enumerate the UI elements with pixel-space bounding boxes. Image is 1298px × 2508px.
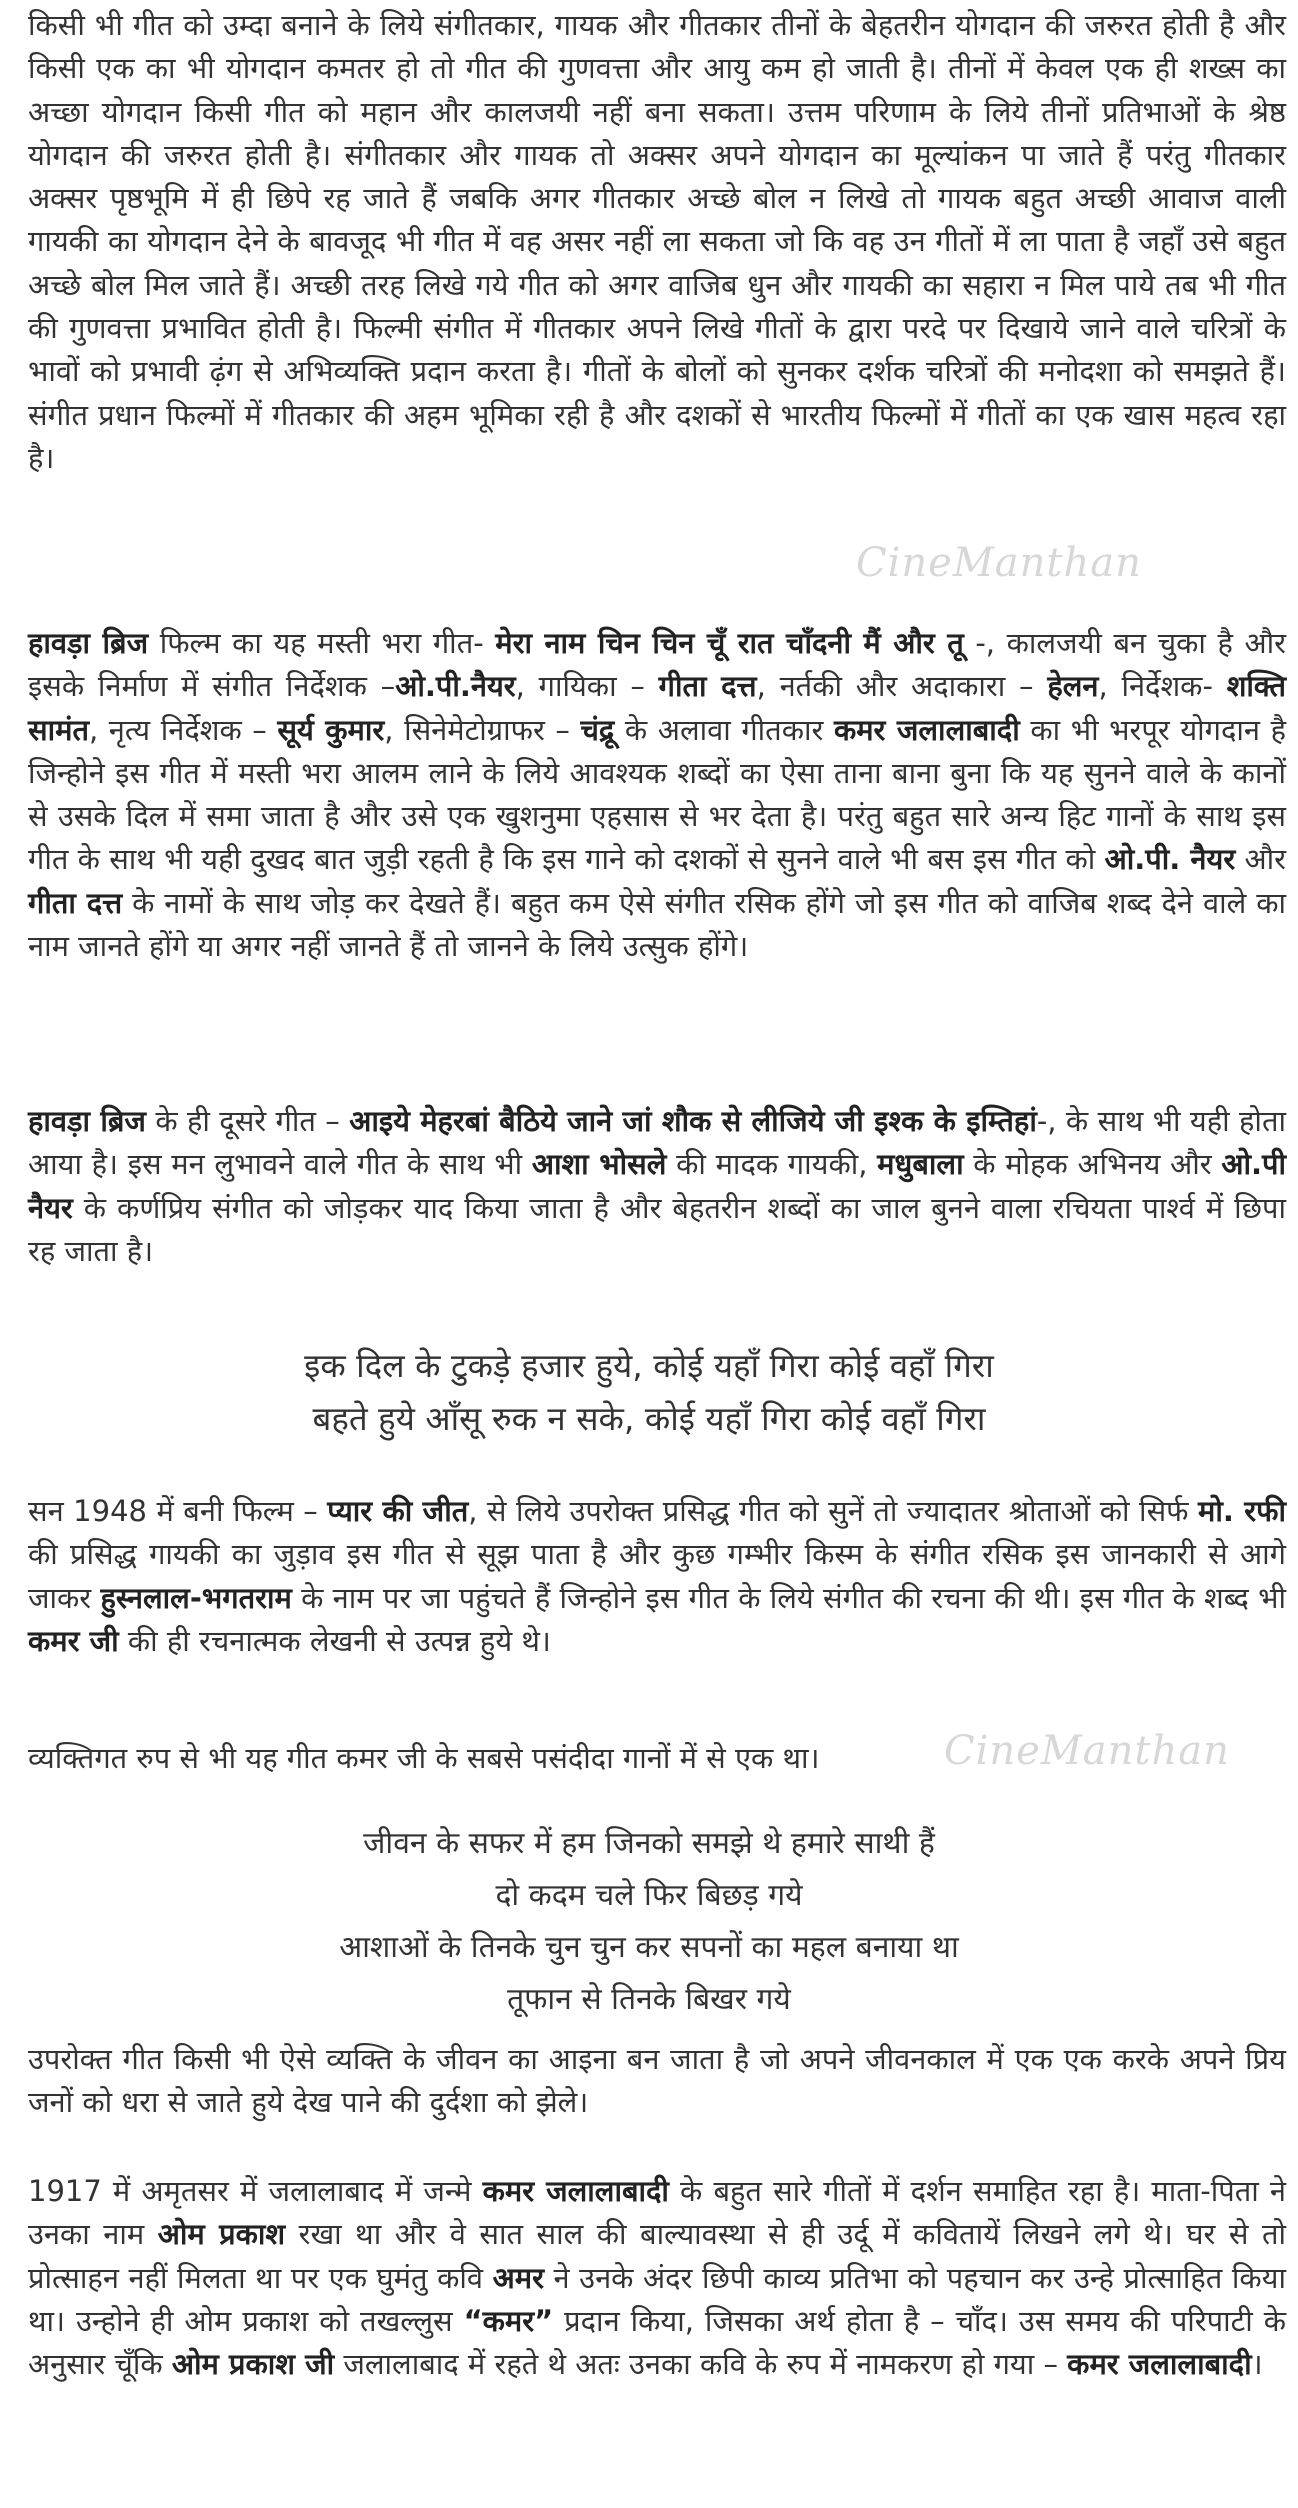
birth-name: ओम प्रकाश जी [171, 2347, 335, 2382]
lyricist-name: कमर जलालाबादी [482, 2174, 669, 2208]
song-quote-two [0, 1818, 1298, 2026]
birth-name: ओम प्रकाश [157, 2217, 286, 2252]
lyricist-name: कमर जलालाबादी [1067, 2347, 1252, 2382]
quote-line: जीवन के सफर में हम जिनको समझे थे हमारे साथी हैं [363, 1826, 935, 1861]
dancer-name: हेलन [1047, 669, 1099, 704]
singer-name: गीता दत्त [658, 669, 757, 704]
mirror-paragraph: उपरोक्त गीत किसी भी ऐसे व्यक्ति के जीवन का आइना बन जाता है जो अपने जीवनकाल में एक एक करके अपने प्रिय जनों को धरा से जाते हुये देख पाने की दुर्दशा को झेले। [28, 2042, 1286, 2120]
watermark-logo: CineManthan [856, 540, 1142, 586]
singer-name: गीता दत्त [28, 885, 123, 920]
howrah-bridge-paragraph: हावड़ा ब्रिज फिल्म का यह मस्ती भरा गीत- मेरा नाम चिन चिन चूँ रात चाँदनी मैं और तू -, कालजयी बन चुका है और इसके निर्माण में संगीत निर्देशक –ओ.पी.नैयर, गायिका – गीता दत्त, नर्तकी और अदाकारा – हेलन, निर्देशक- शक्ति सामंत, नृत्य निर्देशक – सूर्य कुमार, सिनेमेटोग्राफर – चंद्रू के अलावा गीतकार कमर जलालाबादी का भी भरपूर योगदान है जिन्होने इस गीत में मस्ती भरा आलम लाने के लिये आवश्यक शब्दों का ऐसा ताना बाना बुना कि यह सुनने वाले के कानों से उसके दिल में समा जाता है और उसे एक खुशनुमा एहसास से भर देता है। परंतु बहुत सारे अन्य हिट गानों के साथ इस गीत के साथ भी यही दुखद बात जुड़ी रहती है कि इस गाने को दशकों से सुनने वाले भी बस इस गीत को ओ.पी. नैयर और गीता दत्त के नामों के साथ जोड़ कर देखते हैं। बहुत कम ऐसे संगीत रसिक होंगे जो इस गीत को वाजिब शब्द देने वाले का नाम जानते होंगे या अगर नहीं जानते हैं तो जानने के लिये उत्सुक होंगे। [28, 626, 1287, 964]
pyar-ki-jeet-paragraph: सन 1948 में बनी फिल्म – प्यार की जीत, से लिये उपरोक्त प्रसिद्ध गीत को सुनें तो ज्यादातर श्रोताओं को सिर्फ मो. रफी की प्रसिद्ध गायकी का जुड़ाव इस गीत से सूझ पाता है और कुछ गम्भीर किस्म के संगीत रसिक इस जानकारी से आगे जाकर हुस्नलाल-भगतराम के नाम पर जा पहुंचते हैं जिन्होने इस गीत के लिये संगीत की रचना की थी। इस गीत के शब्द भी कमर जी की ही रचनात्मक लेखनी से उत्पन्न हुये थे। [28, 1494, 1286, 1658]
composer-name: हुस्नलाल-भगतराम [100, 1580, 292, 1615]
actress-name: मधुबाला [877, 1147, 964, 1182]
director-name: शक्ति सामंत [28, 669, 1286, 747]
choreographer-name: सूर्य कुमार [277, 712, 385, 747]
music-director-name: ओ.पी. नैयर [1104, 842, 1236, 877]
film-name: हावड़ा ब्रिज [28, 626, 149, 660]
pen-name: “कमर” [463, 2303, 554, 2338]
song-title: मेरा नाम चिन चिन चूँ रात चाँदनी मैं और तू [495, 626, 964, 660]
film-name: हावड़ा ब्रिज [28, 1104, 146, 1138]
quote-line: तूफान से तिनके बिखर गये [507, 1982, 791, 2017]
singer-name: मो. रफी [1198, 1494, 1286, 1528]
music-director-name: ओ.पी.नैयर [395, 669, 516, 704]
lyricist-name: कमर जी [28, 1623, 119, 1658]
singer-name: आशा भोसले [531, 1147, 667, 1182]
watermark-logo: CineManthan [944, 1728, 1230, 1774]
second-song-paragraph: हावड़ा ब्रिज के ही दूसरे गीत – आइये मेहरबां बैठिये जाने जां शौक से लीजिये जी इश्क के इम्तिहां-, के साथ भी यही होता आया है। इस मन लुभावने वाले गीत के साथ भी आशा भोसले की मादक गायकी, मधुबाला के मोहक अभिनय और ओ.पी नैयर के कर्णप्रिय संगीत को जोड़कर याद किया जाता है और बेहतरीन शब्दों का जाल बुनने वाला रचियता पार्श्व में छिपा रह जाता है। [28, 1104, 1286, 1268]
quote-line: इक दिल के टुकड़े हजार हुये, कोई यहाँ गिरा कोई वहाँ गिरा [304, 1346, 994, 1385]
intro-paragraph: किसी भी गीत को उम्दा बनाने के लिये संगीतकार, गायक और गीतकार तीनों के बेहतरीन योगदान की जरुरत होती है और किसी एक का भी योगदान कमतर हो तो गीत की गुणवत्ता और आयु कम हो जाती है। तीनों में केवल एक ही शख्स का अच्छा योगदान किसी गीत को महान और कालजयी नहीं बना सकता। उत्तम परिणाम के लिये तीनों प्रतिभाओं के श्रेष्ठ योगदान की जरुरत होती है। संगीतकार और गायक तो अक्सर अपने योगदान का मूल्यांकन पा जाते हैं परंतु गीतकार अक्सर पृष्ठभूमि में ही छिपे रह जाते हैं जबकि अगर गीतकार अच्छे बोल न लिखे तो गायक बहुत अच्छी आवाज वाली गायकी का योगदान देने के बावजूद भी गीत में वह असर नहीं ला सकता जो कि वह उन गीतों में ला पाता है जहाँ उसे बहुत अच्छे बोल मिल जाते हैं। अच्छी तरह लिखे गये गीत को अगर वाजिब धुन और गायकी का सहारा न मिल पाये तब भी गीत की गुणवत्ता प्रभावित होती है। फिल्मी संगीत में गीतकार अपने लिखे गीतों के द्वारा परदे पर दिखाये जाने वाले चरित्रों के भावों को प्रभावी ढ़ंग से अभिव्यक्ति प्रदान करता है। गीतों के बोलों को सुनकर दर्शक चरित्रों की मनोदशा को समझते हैं। संगीत प्रधान फिल्मों में गीतकार की अहम भूमिका रही है और दशकों से भारतीय फिल्मों में गीतों का एक खास महत्व रहा है। [28, 8, 1286, 475]
quote-line: दो कदम चले फिर बिछड़ गये [495, 1878, 803, 1913]
film-name: प्यार की जीत [327, 1494, 469, 1528]
lyricist-name: कमर जलालाबादी [833, 712, 1020, 747]
song-title: आइये मेहरबां बैठिये जाने जां शौक से लीजिये जी इश्क के इम्तिहां [349, 1104, 1037, 1138]
song-quote-one [0, 1339, 1298, 1445]
poet-name: अमर [492, 2260, 544, 2295]
quote-line: आशाओं के तिनके चुन चुन कर सपनों का महल बनाया था [339, 1930, 959, 1965]
cinematographer-name: चंद्रू [580, 712, 615, 747]
quote-line: बहते हुये आँसू रुक न सके, कोई यहाँ गिरा कोई वहाँ गिरा [312, 1399, 986, 1438]
favourite-song-paragraph: व्यक्तिगत रुप से भी यह गीत कमर जी के सबसे पसंदीदा गानों में से एक था। [28, 1741, 820, 1775]
music-director-name: ओ.पी नैयर [28, 1147, 1286, 1225]
biography-paragraph: 1917 में अमृतसर में जलालाबाद में जन्मे कमर जलालाबादी के बहुत सारे गीतों में दर्शन समाहित रहा है। माता-पिता ने उनका नाम ओम प्रकाश रखा था और वे सात साल की बाल्यावस्था से ही उर्दू में कवितायें लिखने लगे थे। घर से तो प्रोत्साहन नहीं मिलता था पर एक घुमंतु कवि अमर ने उनके अंदर छिपी काव्य प्रतिभा को पहचान कर उन्हे प्रोत्साहित किया था। उन्होने ही ओम प्रकाश को तखल्लुस “कमर” प्रदान किया, जिसका अर्थ होता है – चाँद। उस समय की परिपाटी के अनुसार चूँकि ओम प्रकाश जी जलालाबाद में रहते थे अतः उनका कवि के रुप में नामकरण हो गया – कमर जलालाबादी। [28, 2174, 1287, 2382]
